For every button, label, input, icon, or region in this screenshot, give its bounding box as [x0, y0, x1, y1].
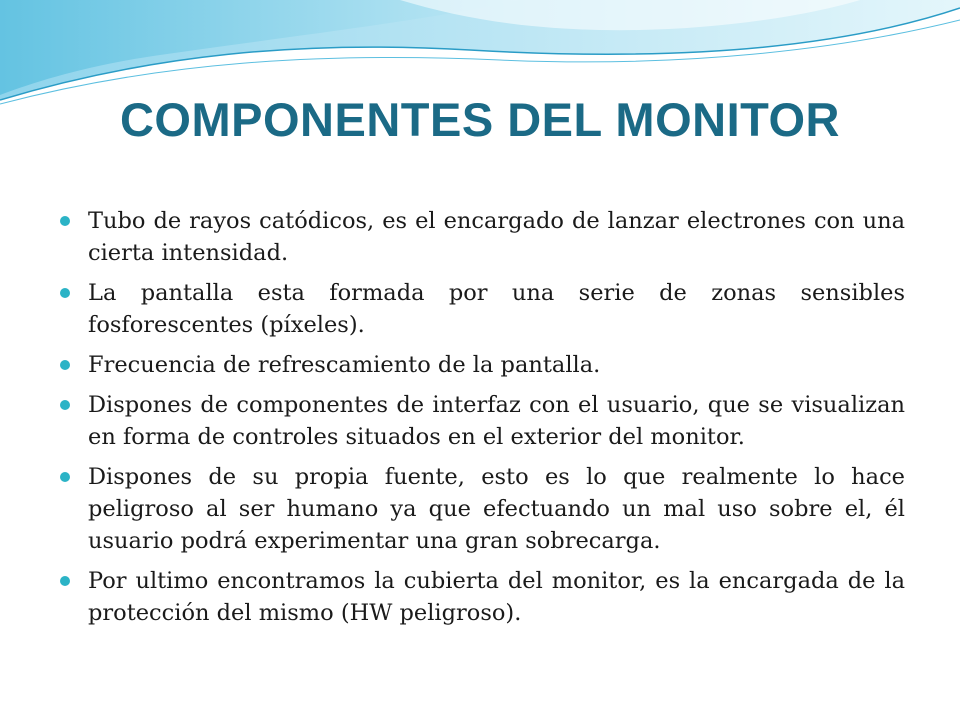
- bullet-dot-icon: [60, 216, 70, 226]
- bullet-item: [60, 565, 905, 629]
- bullet-item: [60, 205, 905, 269]
- bullet-text: Dispones de componentes de interfaz con el usuario, que se visualizan en forma de controles situados en el exterior del monitor.: [88, 392, 905, 450]
- bullet-item: [60, 389, 905, 453]
- bullet-item: [60, 461, 905, 557]
- bullet-dot-icon: [60, 360, 70, 370]
- bullet-text: Frecuencia de refrescamiento de la pantalla.: [88, 352, 601, 378]
- slide-title: COMPONENTES DEL MONITOR: [119, 93, 841, 146]
- bullet-dot-icon: [60, 400, 70, 410]
- bullet-dot-icon: [60, 288, 70, 298]
- bullet-item: [60, 277, 905, 341]
- bullet-dot-icon: [60, 472, 70, 482]
- bullet-text: La pantalla esta formada por una serie de zonas sensibles fosforescentes (píxeles).: [88, 280, 905, 338]
- bullet-dot-icon: [60, 576, 70, 586]
- bullet-text: Tubo de rayos catódicos, es el encargado de lanzar electrones con una cierta intensidad.: [88, 208, 905, 266]
- bullet-text: Por ultimo encontramos la cubierta del monitor, es la encargada de la protección del mismo (HW peligroso).: [88, 568, 905, 626]
- bullet-list: [60, 205, 905, 637]
- bullet-item: [60, 349, 905, 381]
- bullet-text: Dispones de su propia fuente, esto es lo que realmente lo hace peligroso al ser humano ya que efectuando un mal uso sobre el, él usuario podrá experimentar una gran sobrecarga.: [88, 464, 905, 554]
